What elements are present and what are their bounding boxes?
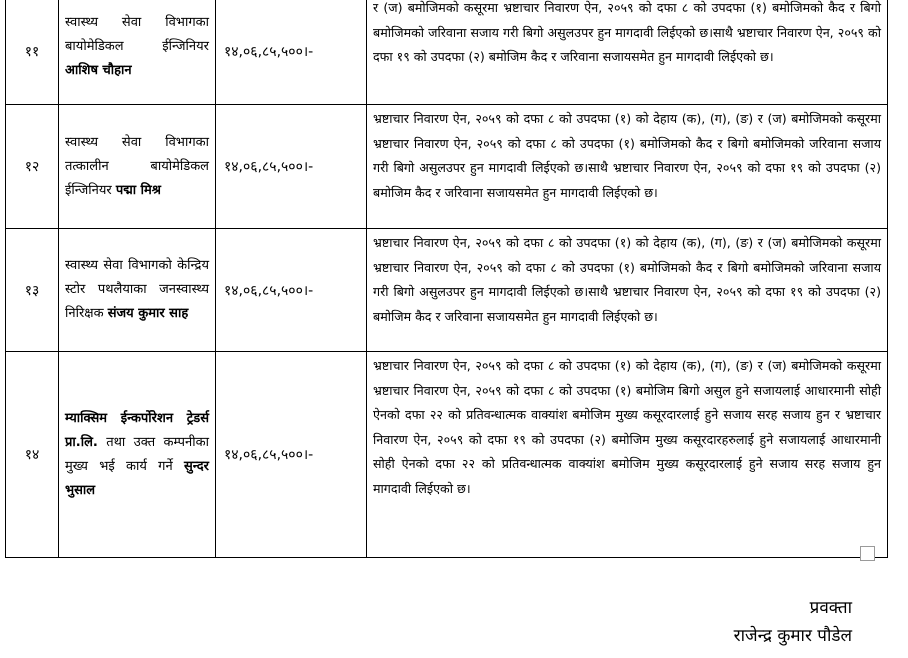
amount-cell: १४,०६,८५,५००।- [216,352,367,558]
accused-designation: तथा उक्त कम्पनीका मुख्य भई कार्य गर्ने [65,434,209,474]
table-row [6,352,888,558]
table-end-marker [860,546,875,561]
claim-text: भ्रष्टाचार निवारण ऐन, २०५९ को दफा ८ को उपदफा (१) को देहाय (क), (ग), (ङ) र (ज) बमोजिमको कसूरमा भ्रष्टाचार निवारण ऐन, २०५९ को दफा ८ को उपदफा (१) बमोजिमको कैद र बिगो बमोजिमको जरिवाना सजाय गरी बिगो असुलउपर हुन मागदावी लिईएको छ।साथै भ्रष्टाचार निवारण ऐन, २०५९ को दफा १९ को उपदफा (२) बमोजिम कैद र जरिवाना सजायसमेत हुन मागदावी लिईएको छ। [367,229,888,352]
table-row [6,0,888,105]
accused-name: आशिष चौहान [65,63,132,78]
accused-designation: स्वास्थ्य सेवा विभागका बायोमेडिकल ईन्जिनियर [65,15,209,54]
amount-cell: १४,०६,८५,५००।- [216,105,367,229]
accused-cell [59,105,216,229]
accused-cell [59,229,216,352]
row-number: ११ [6,0,59,105]
accused-designation: स्वास्थ्य सेवा विभागका तत्कालीन बायोमेडिकल ईन्जिनियर [65,134,209,198]
company-name: म्याक्सिम ईन्कर्पोरेशन ट्रेडर्स प्रा.लि. [65,410,209,450]
claim-text: भ्रष्टाचार निवारण ऐन, २०५९ को दफा ८ को उपदफा (१) को देहाय (क), (ग), (ङ) र (ज) बमोजिमको कसूरमा भ्रष्टाचार निवारण ऐन, २०५९ को दफा ८ को उपदफा (१) बमोजिमको कैद र बिगो बमोजिमको जरिवाना सजाय गरी बिगो असुलउपर हुन मागदावी लिईएको छ।साथै भ्रष्टाचार निवारण ऐन, २०५९ को दफा १९ को उपदफा (२) बमोजिम कैद र जरिवाना सजायसमेत हुन मागदावी लिईएको छ। [367,105,888,229]
spokesperson-title: प्रवक्ता [809,598,852,618]
accused-cell [59,0,216,105]
claim-text: र (ज) बमोजिमको कसूरमा भ्रष्टाचार निवारण ऐन, २०५९ को दफा ८ को उपदफा (१) बमोजिमको कैद र बिगो बमोजिमको जरिवाना सजाय गरी बिगो असुलउपर हुन मागदावी लिईएको छ।साथै भ्रष्टाचार निवारण ऐन, २०५९ को दफा १९ को उपदफा (२) बमोजिम कैद र जरिवाना सजायसमेत हुन मागदावी लिईएको छ। [373,0,881,64]
claim-text: भ्रष्टाचार निवारण ऐन, २०५९ को दफा ८ को उपदफा (१) को देहाय (क), (ग), (ङ) र (ज) बमोजिमको कसूरमा भ्रष्टाचार निवारण ऐन, २०५९ को दफा ८ को उपदफा (१) बमोजिम बिगो असुल हुने सजायलाई आधारमानी सोही ऐनको दफा २२ को प्रतिवन्धात्मक वाक्यांश बमोजिम मुख्य कसूरदारलाई हुने सजाय सरह सजाय हुन र भ्रष्टाचार निवारण ऐन, २०५९ को दफा १९ को उपदफा (२) बमोजिम मुख्य कसूरदारहरुलाई हुने सजायलाई आधारमानी सोही ऐनको दफा २२ को प्रतिवन्धात्मक वाक्यांश बमोजिम मुख्य कसूरदारलाई हुने सजाय सरह सजाय हुन मागदावी लिईएको छ। [367,352,888,558]
accused-cell [59,352,216,558]
spokesperson-name: राजेन्द्र कुमार पौडेल [733,626,852,646]
case-table [5,0,888,558]
signature-block [734,594,852,650]
row-number: १३ [6,229,59,352]
amount-cell: १४,०६,८५,५००।- [216,0,367,105]
accused-name: सुन्दर भुसाल [65,458,209,498]
accused-name: संजय कुमार साह [107,306,189,321]
accused-designation: स्वास्थ्य सेवा विभागको केन्द्रिय स्टोर पथलैयाका जनस्वास्थ्य निरिक्षक [65,258,209,321]
claim-cell [367,0,888,105]
amount-cell: १४,०६,८५,५००।- [216,229,367,352]
table-row [6,229,888,352]
table-row [6,105,888,229]
accused-name: पद्मा मिश्र [115,182,162,198]
row-number: १४ [6,352,59,558]
row-number: १२ [6,105,59,229]
